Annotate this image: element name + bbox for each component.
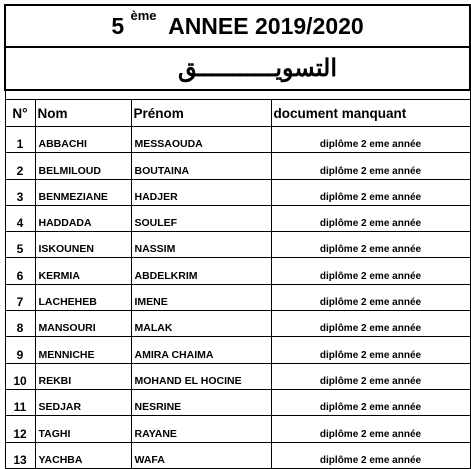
nom-cell: ABBACHI	[35, 127, 131, 153]
row-number-cell: 10	[5, 363, 35, 389]
row-number-cell: 11	[5, 389, 35, 415]
nom-cell: SEDJAR	[35, 389, 131, 415]
prenom-cell: NESRINE	[131, 389, 271, 415]
header-nom: Nom	[35, 100, 131, 127]
row-number-cell: 13	[5, 442, 35, 468]
table-row	[5, 311, 470, 337]
row-number-cell: 1	[5, 127, 35, 153]
nom-cell: MENNICHE	[35, 337, 131, 363]
nom-cell: LACHEHEB	[35, 284, 131, 310]
table-row	[5, 416, 470, 442]
table-row	[5, 389, 470, 415]
table-row	[5, 337, 470, 363]
prenom-cell: SOULEF	[131, 205, 271, 231]
prenom-cell: RAYANE	[131, 416, 271, 442]
prenom-cell: MALAK	[131, 311, 271, 337]
document-cell: diplôme 2 eme année	[271, 232, 470, 258]
table-row	[5, 258, 470, 284]
subtitle: التسويـــــــــــق	[177, 55, 338, 82]
document-cell: diplôme 2 eme année	[271, 363, 470, 389]
prenom-cell: MOHAND EL HOCINE	[131, 363, 271, 389]
document-cell: diplôme 2 eme année	[271, 258, 470, 284]
title-rest: ANNEE 2019/2020	[168, 12, 364, 39]
document-sheet	[4, 4, 469, 467]
prenom-cell: AMIRA CHAIMA	[131, 337, 271, 363]
table-row	[5, 179, 470, 205]
title-superscript: ème	[130, 7, 157, 23]
nom-cell: YACHBA	[35, 442, 131, 468]
row-number-cell: 4	[5, 205, 35, 231]
row-number-cell: 6	[5, 258, 35, 284]
nom-cell: ISKOUNEN	[35, 232, 131, 258]
row-number-cell: 3	[5, 179, 35, 205]
document-cell: diplôme 2 eme année	[271, 337, 470, 363]
prenom-cell: MESSAOUDA	[131, 127, 271, 153]
document-cell: diplôme 2 eme année	[271, 284, 470, 310]
header-doc: document manquant	[271, 100, 470, 127]
prenom-cell: ABDELKRIM	[131, 258, 271, 284]
document-cell: diplôme 2 eme année	[271, 389, 470, 415]
row-number-cell: 12	[5, 416, 35, 442]
prenom-cell: WAFA	[131, 442, 271, 468]
missing-documents-table	[4, 4, 471, 469]
nom-cell: TAGHI	[35, 416, 131, 442]
document-cell: diplôme 2 eme année	[271, 205, 470, 231]
table-row	[5, 232, 470, 258]
nom-cell: REKBI	[35, 363, 131, 389]
table-row	[5, 153, 470, 179]
header-num: N°	[5, 100, 35, 127]
row-number-cell: 9	[5, 337, 35, 363]
document-cell: diplôme 2 eme année	[271, 442, 470, 468]
table-row	[5, 442, 470, 468]
table-row	[5, 363, 470, 389]
nom-cell: BENMEZIANE	[35, 179, 131, 205]
spacer-row	[5, 90, 470, 100]
document-cell: diplôme 2 eme année	[271, 153, 470, 179]
document-cell: diplôme 2 eme année	[271, 179, 470, 205]
row-number-cell: 5	[5, 232, 35, 258]
document-cell: diplôme 2 eme année	[271, 311, 470, 337]
row-number-cell: 8	[5, 311, 35, 337]
document-cell: diplôme 2 eme année	[271, 127, 470, 153]
row-number-cell: 2	[5, 153, 35, 179]
row-number-cell: 7	[5, 284, 35, 310]
header-row	[5, 100, 470, 127]
table-row	[5, 284, 470, 310]
prenom-cell: BOUTAINA	[131, 153, 271, 179]
header-prenom: Prénom	[131, 100, 271, 127]
prenom-cell: IMENE	[131, 284, 271, 310]
nom-cell: MANSOURI	[35, 311, 131, 337]
document-cell: diplôme 2 eme année	[271, 416, 470, 442]
nom-cell: KERMIA	[35, 258, 131, 284]
page-title	[5, 5, 470, 47]
table-row	[5, 127, 470, 153]
prenom-cell: NASSIM	[131, 232, 271, 258]
table-row	[5, 205, 470, 231]
prenom-cell: HADJER	[131, 179, 271, 205]
title-number: 5	[111, 12, 125, 39]
subtitle-cell	[5, 47, 470, 90]
nom-cell: BELMILOUD	[35, 153, 131, 179]
nom-cell: HADDADA	[35, 205, 131, 231]
